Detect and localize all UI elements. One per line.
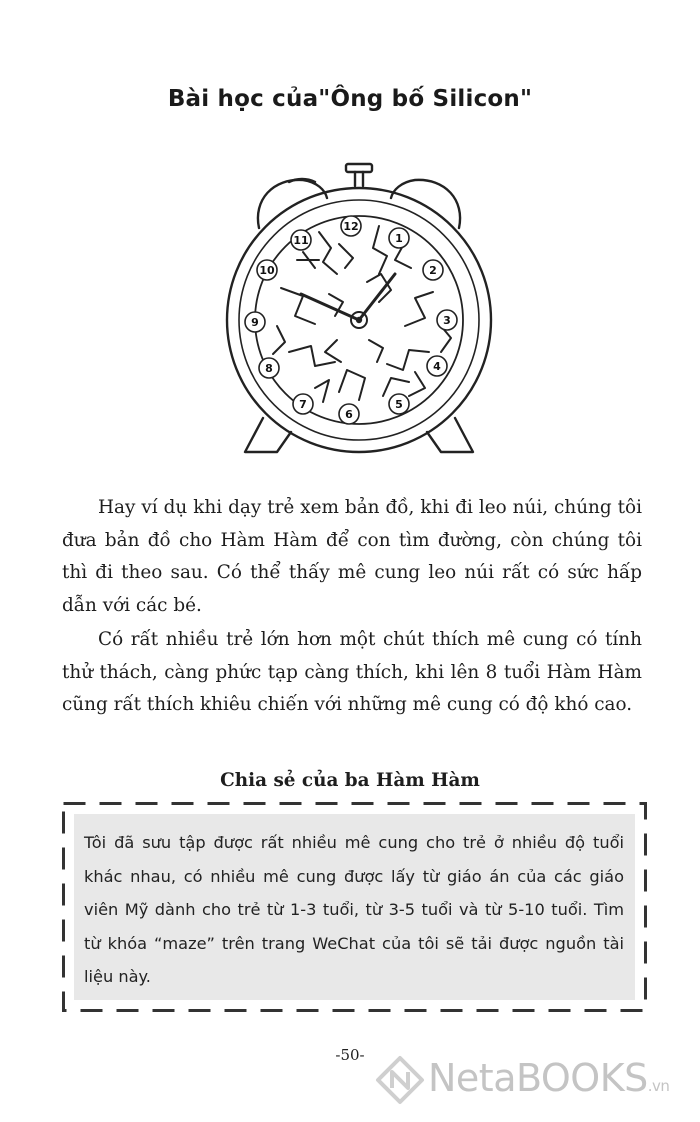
clock-number-10 xyxy=(257,260,277,280)
svg-text:3: 3 xyxy=(443,314,451,327)
clock-maze-illustration xyxy=(219,156,499,468)
svg-text:5: 5 xyxy=(395,398,403,411)
svg-text:9: 9 xyxy=(251,316,259,329)
clock-number-6 xyxy=(339,404,359,424)
page-number: -50- xyxy=(335,1046,365,1064)
share-box-text: Tôi đã sưu tập được rất nhiều mê cung cho trẻ ở nhiều độ tuổi khác nhau, có nhiều mê cung được lấy từ giáo án của các giáo viên Mỹ dành cho trẻ từ 1-3 tuổi, từ 3-5 tuổi và từ 5-10 tuổi. Tìm từ khóa “maze” trên trang WeChat của tôi sẽ tải được nguồn tài liệu này. xyxy=(84,833,624,986)
svg-text:6: 6 xyxy=(345,408,353,421)
clock-number-9 xyxy=(245,312,265,332)
svg-text:7: 7 xyxy=(299,398,307,411)
svg-text:8: 8 xyxy=(265,362,273,375)
svg-text:11: 11 xyxy=(293,234,309,247)
clock-number-8 xyxy=(259,358,279,378)
watermark-brand: NetaBOOKS xyxy=(428,1056,648,1100)
page-title: Bài học của"Ông bố Silicon" xyxy=(167,86,533,112)
svg-text:10: 10 xyxy=(259,264,275,277)
watermark-suffix: .vn xyxy=(647,1077,670,1095)
clock-number-5 xyxy=(389,394,409,414)
svg-text:4: 4 xyxy=(433,360,441,373)
share-box-title: Chia sẻ của ba Hàm Hàm xyxy=(220,770,480,791)
svg-text:12: 12 xyxy=(343,220,359,233)
clock-number-3 xyxy=(437,310,457,330)
body-paragraph-2: Có rất nhiều trẻ lớn hơn một chút thích mê cung có tính thử thách, càng phức tạp càng thích, khi lên 8 tuổi Hàm Hàm cũng rất thích khiêu chiến với những mê cung có độ khó cao. xyxy=(62,629,642,715)
clock-number-12 xyxy=(341,216,361,236)
body-paragraph-1: Hay ví dụ khi dạy trẻ xem bản đồ, khi đi leo núi, chúng tôi đưa bản đồ cho Hàm Hàm để con tìm đường, còn chúng tôi thì đi theo sau. Có thể thấy mê cung leo núi rất có sức hấp dẫn với các bé. xyxy=(62,497,642,616)
clock-number-1 xyxy=(389,228,409,248)
clock-number-4 xyxy=(427,356,447,376)
svg-text:1: 1 xyxy=(395,232,403,245)
clock-number-7 xyxy=(293,394,313,414)
svg-text:2: 2 xyxy=(429,264,437,277)
watermark-text xyxy=(428,1056,669,1100)
clock-number-2 xyxy=(423,260,443,280)
clock-number-11 xyxy=(291,230,311,250)
